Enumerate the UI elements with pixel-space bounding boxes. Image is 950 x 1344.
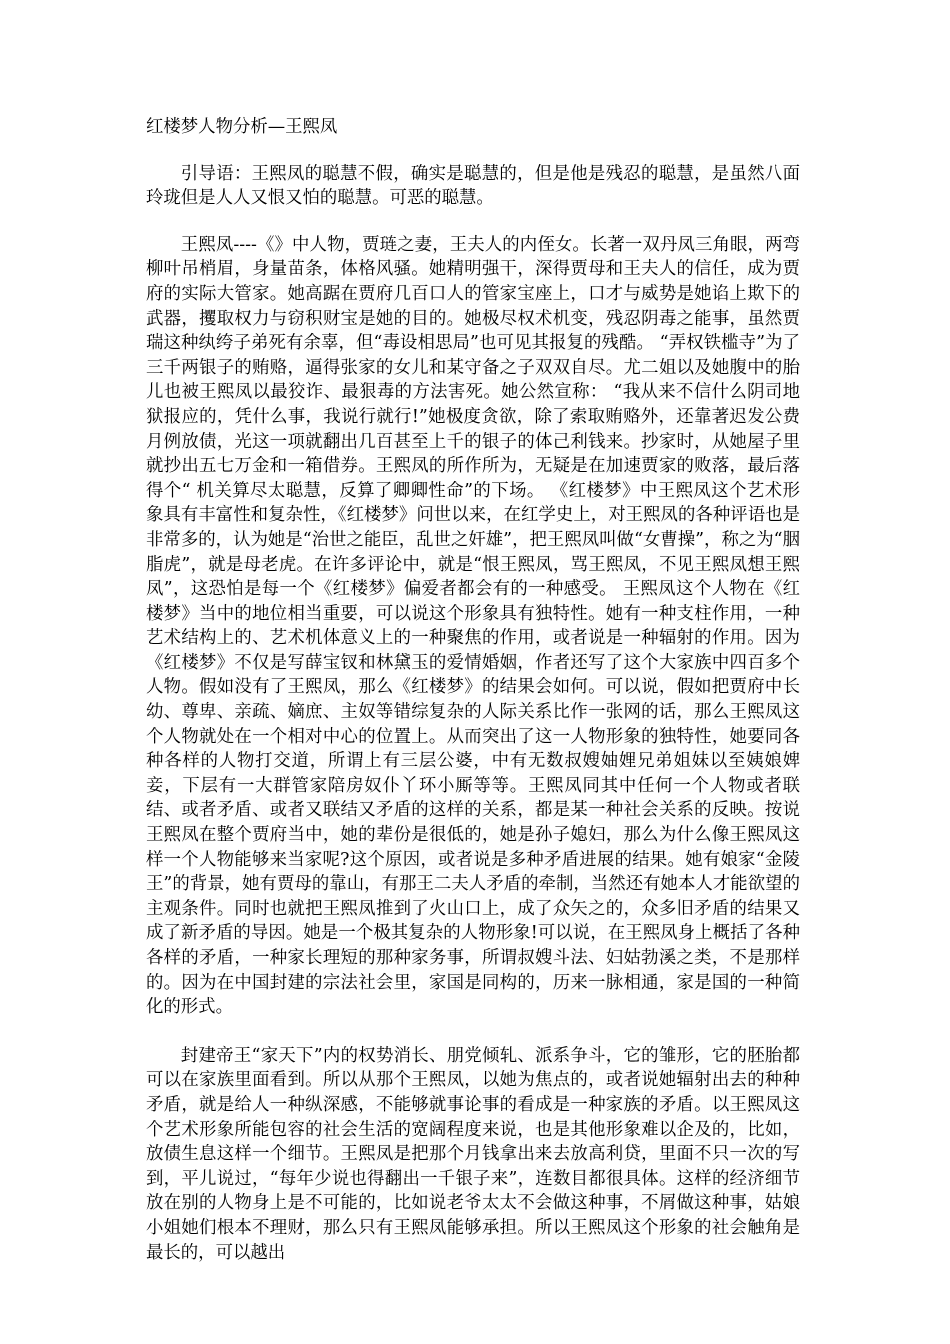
body-paragraph-2: 封建帝王“家天下”内的权势消长、朋党倾轧、派系争斗，它的雏形，它的胚胎都可以在家族里面看到。所以从那个王熙凤，以她为焦点的，或者说她辐射出去的种种矛盾，就是给人一种纵深感，不能够就事论事的看成是一种家族的矛盾。以王熙凤这个艺术形象所能包容的社会生活的宽阔程度来说，也是其他形象难以企及的，比如，放债生息这样一个细节。王熙凤是把那个月钱拿出来去放高利贷，里面不只一次的写到，平儿说过，“每年少说也得翻出一千银子来”，连数目都很具体。这样的经济细节放在别的人物身上是不可能的，比如说老爷太太不会做这种事，不屑做这种事，姑娘小姐她们根本不理财，那么只有王熙凤能够承担。所以王熙凤这个形象的社会触角是最长的，可以越出 [146, 1045, 800, 1263]
body-paragraph-1: 王熙凤----《》中人物，贾琏之妻，王夫人的内侄女。长著一双丹凤三角眼，两弯柳叶吊梢眉，身量苗条，体格风骚。她精明强干，深得贾母和王夫人的信任，成为贾府的实际大管家。她高踞在贾府几百口人的管家宝座上，口才与威势是她谄上欺下的武器，攫取权力与窃积财宝是她的目的。她极尽权术机变，残忍阴毒之能事，虽然贾瑞这种纨绔子弟死有余辜，但“毒设相思局”也可见其报复的残酷。 “弄权铁槛寺”为了三千两银子的贿赂，逼得张家的女儿和某守备之子双双自尽。尤二姐以及她腹中的胎儿也被王熙凤以最狡诈、最狠毒的方法害死。她公然宣称： “我从来不信什么阴司地狱报应的，凭什么事，我说行就行!”她极度贪欲，除了索取贿赂外，还靠著迟发公费月例放债，光这一项就翻出几百甚至上千的银子的体己利钱来。抄家时，从她屋子里就抄出五七万金和一箱借券。王熙凤的所作所为，无疑是在加速贾家的败落，最后落得个“ 机关算尽太聪慧，反算了卿卿性命”的下场。 《红楼梦》中王熙凤这个艺术形象具有丰富性和复杂性，《红楼梦》问世以来，在红学史上，对王熙凤的各种评语也是非常多的，认为她是“治世之能臣，乱世之奸雄”，把王熙凤叫做“女曹操”，称之为“胭脂虎”，就是母老虎。在许多评论中，就是“恨王熙凤，骂王熙凤，不见王熙凤想王熙凤”，这恐怕是每一个《红楼梦》偏爱者都会有的一种感受。 王熙凤这个人物在《红楼梦》当中的地位相当重要，可以说这个形象具有独特性。她有一种支柱作用，一种艺术结构上的、艺术机体意义上的一种聚焦的作用，或者说是一种辐射的作用。因为《红楼梦》不仅是写薛宝钗和林黛玉的爱情婚姻，作者还写了这个大家族中四百多个人物。假如没有了王熙凤，那么《红楼梦》的结果会如何。可以说，假如把贾府中长幼、尊卑、亲疏、嫡庶、主奴等错综复杂的人际关系比作一张网的话，那么王熙凤这个人物就处在一个相对中心的位置上。从而突出了这一人物形象的独特性，她要同各种各样的人物打交道，所谓上有三层公婆，中有无数叔嫂妯娌兄弟姐妹以至姨娘婢妾，下层有一大群管家陪房奴仆丫环小厮等等。王熙凤同其中任何一个人物或者联结、或者矛盾、或者又联结又矛盾的这样的关系，都是某一种社会关系的反映。按说王熙凤在整个贾府当中，她的辈份是很低的，她是孙子媳妇，那么为什么像王熙凤这样一个人物能够来当家呢?这个原因，或者说是多种矛盾进展的结果。她有娘家“金陵王”的背景，她有贾母的靠山，有那王二夫人矛盾的牵制，当然还有她本人才能欲望的主观条件。同时也就把王熙凤推到了火山口上，成了众矢之的，众多旧矛盾的结果又成了新矛盾的导因。她是一个极其复杂的人物形象!可以说，在王熙凤身上概括了各种各样的矛盾，一种家长理短的那种家务事，所谓叔嫂斗法、妇姑勃溪之类，不是那样的。因为在中国封建的宗法社会里，家国是同构的，历来一脉相通，家是国的一种简化的形式。 [146, 234, 800, 1018]
document-title: 红楼梦人物分析—王熙凤 [146, 117, 338, 137]
document-page [146, 115, 800, 1289]
intro-paragraph: 引导语：王熙凤的聪慧不假，确实是聪慧的，但是他是残忍的聪慧，是虽然八面玲珑但是人人又恨又怕的聪慧。可恶的聪慧。 [146, 163, 800, 209]
